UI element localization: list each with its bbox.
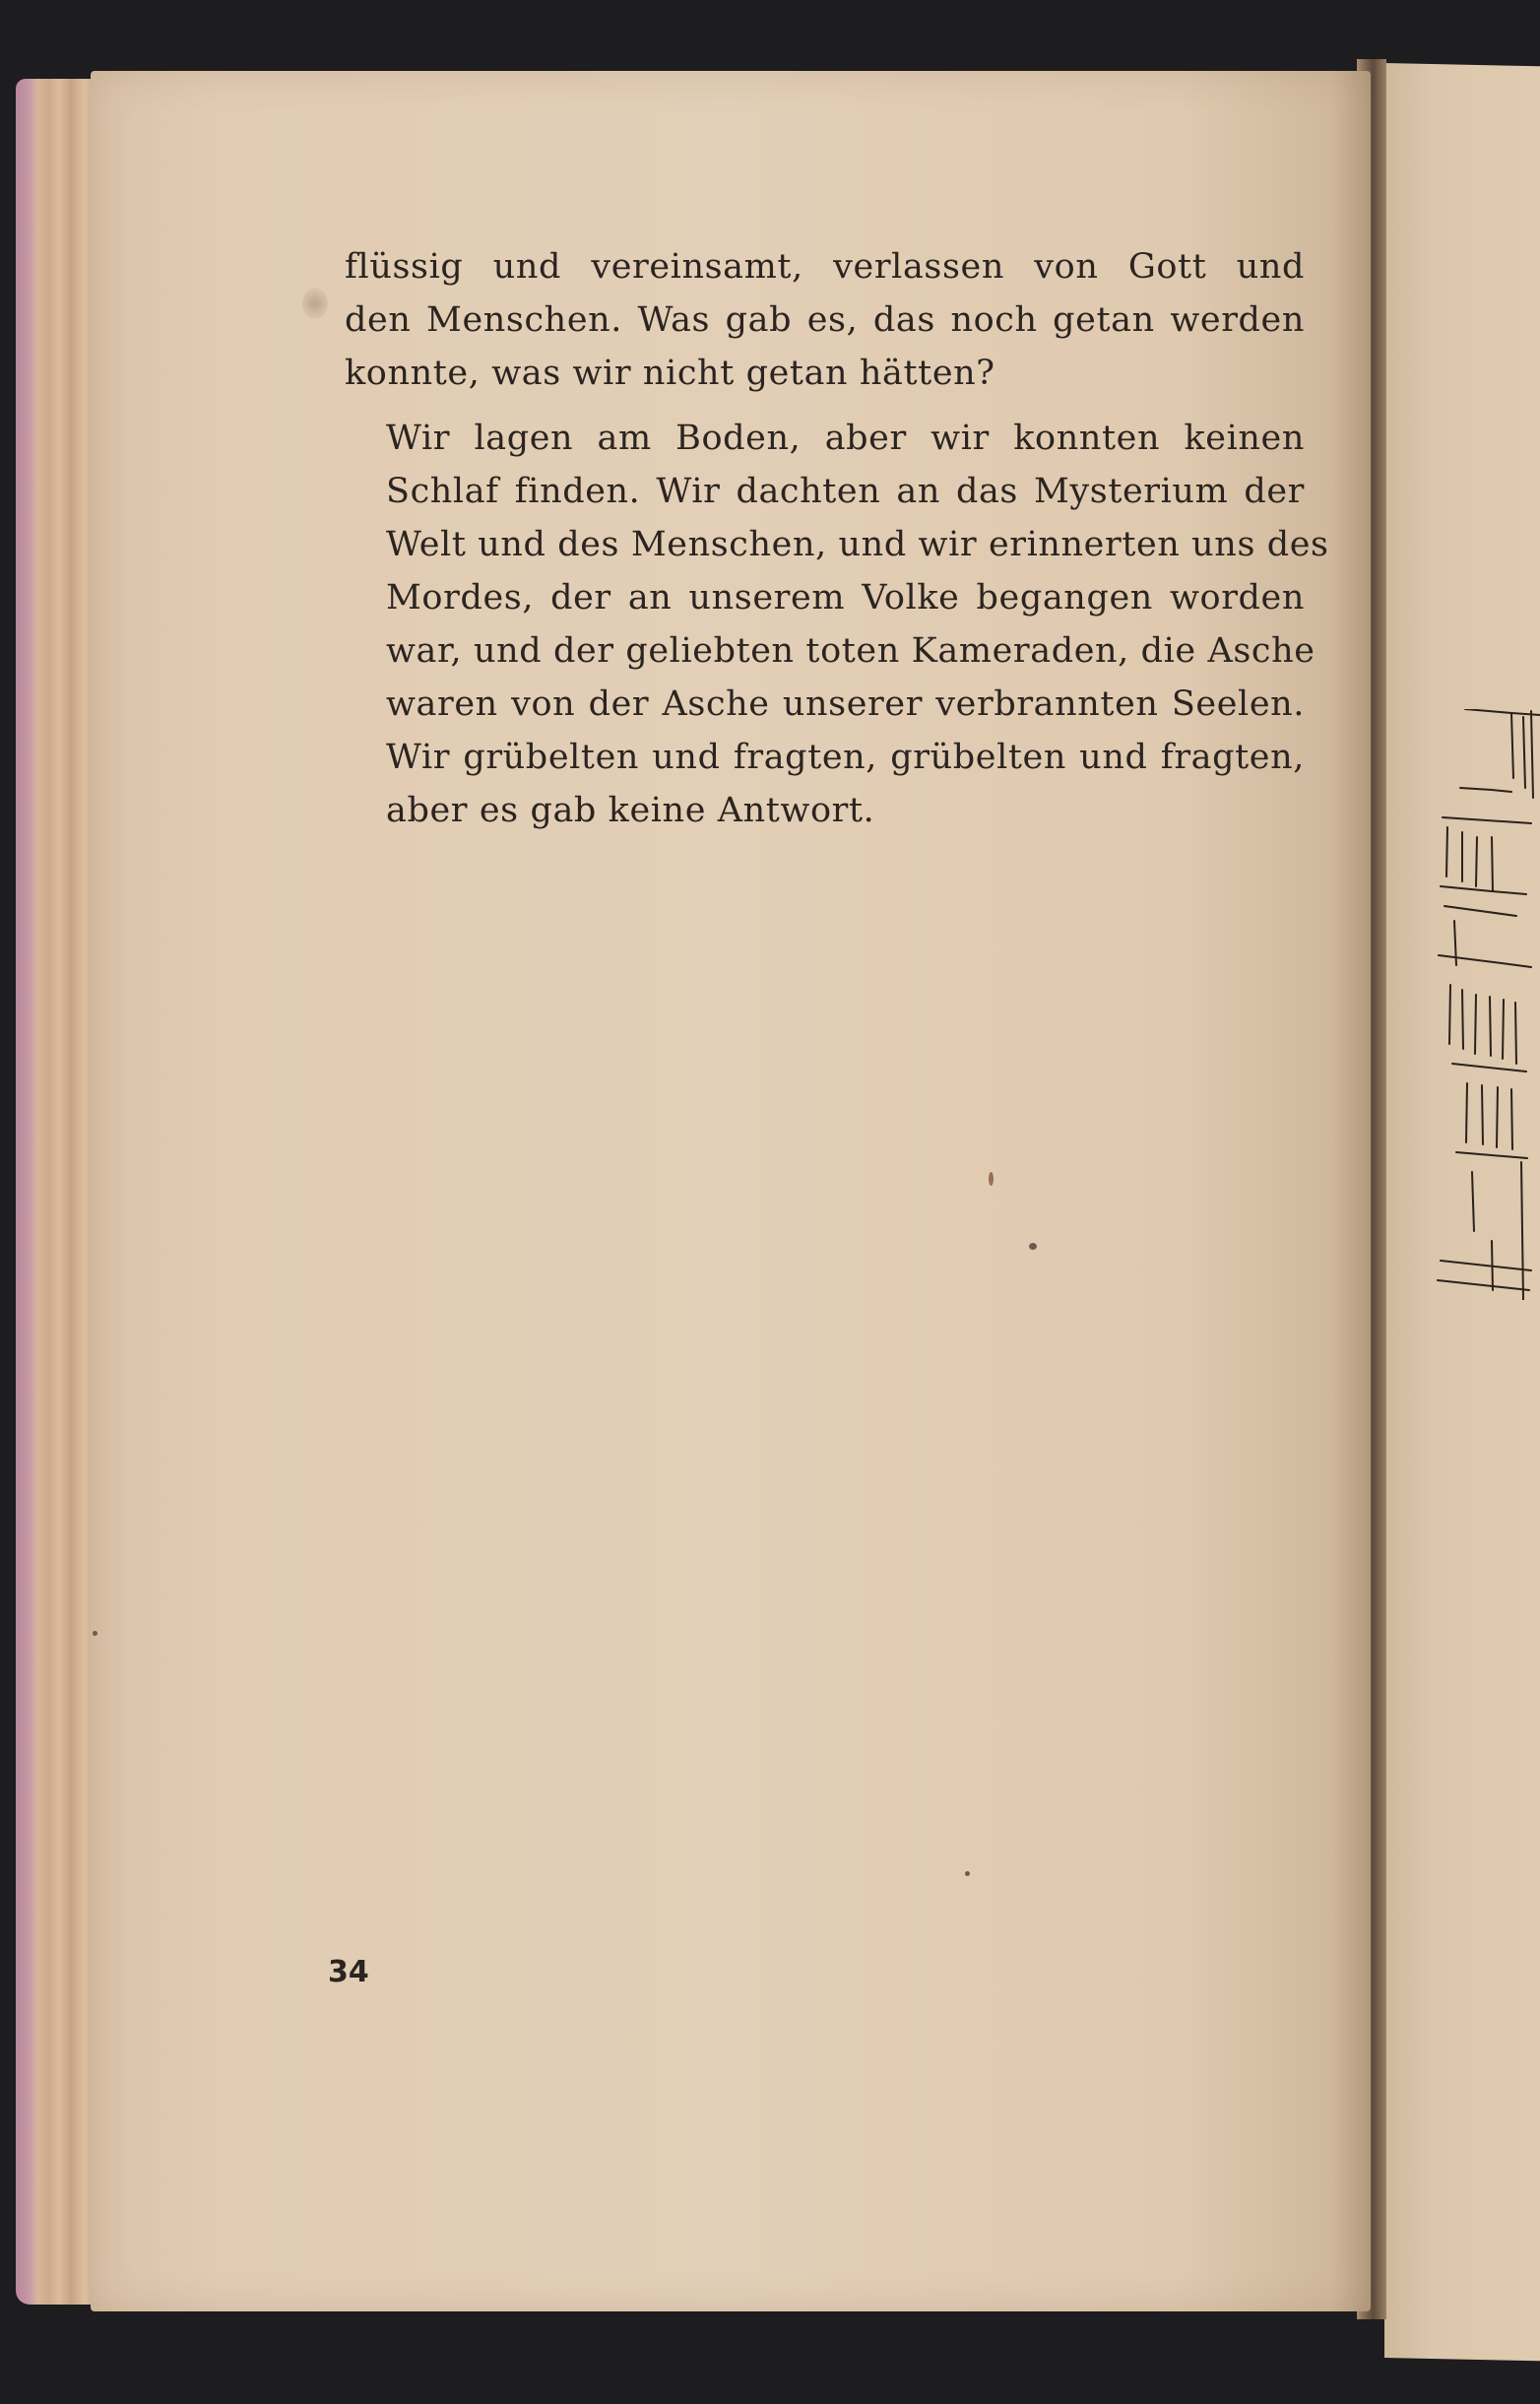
page-speck <box>1029 1243 1037 1250</box>
body-text <box>345 240 1329 837</box>
page-number: 34 <box>328 1955 369 1989</box>
text-line: aber es gab keine Antwort. <box>386 791 875 830</box>
text-line: konnte, was wir nicht getan hätten? <box>345 354 995 393</box>
facing-page-illustration <box>1433 709 1540 1300</box>
page-edges <box>16 79 95 2305</box>
text-line: Schlaf finden. Wir dachten an das Mysterium der <box>386 472 1305 511</box>
text-line: war, und der geliebten toten Kameraden, die Asche <box>386 631 1315 671</box>
text-line: den Menschen. Was gab es, das noch getan werden <box>345 300 1305 340</box>
text-line: Mordes, der an unserem Volke begangen worden <box>386 578 1305 617</box>
page-speck <box>965 1871 970 1876</box>
text-line: Wir lagen am Boden, aber wir konnten keinen <box>386 419 1305 458</box>
page-speck <box>989 1172 994 1186</box>
page-speck <box>93 1631 97 1636</box>
text-line: Wir grübelten und fragten, grübelten und fragten, <box>386 738 1305 777</box>
paragraph <box>345 240 1305 400</box>
paragraph <box>345 412 1329 837</box>
text-line: waren von der Asche unserer verbrannten Seelen. <box>386 684 1305 724</box>
text-line: Welt und des Menschen, und wir erinnerten uns des <box>386 525 1329 564</box>
page-stain <box>302 288 328 319</box>
text-line: flüssig und vereinsamt, verlassen von Gott und <box>345 247 1305 287</box>
